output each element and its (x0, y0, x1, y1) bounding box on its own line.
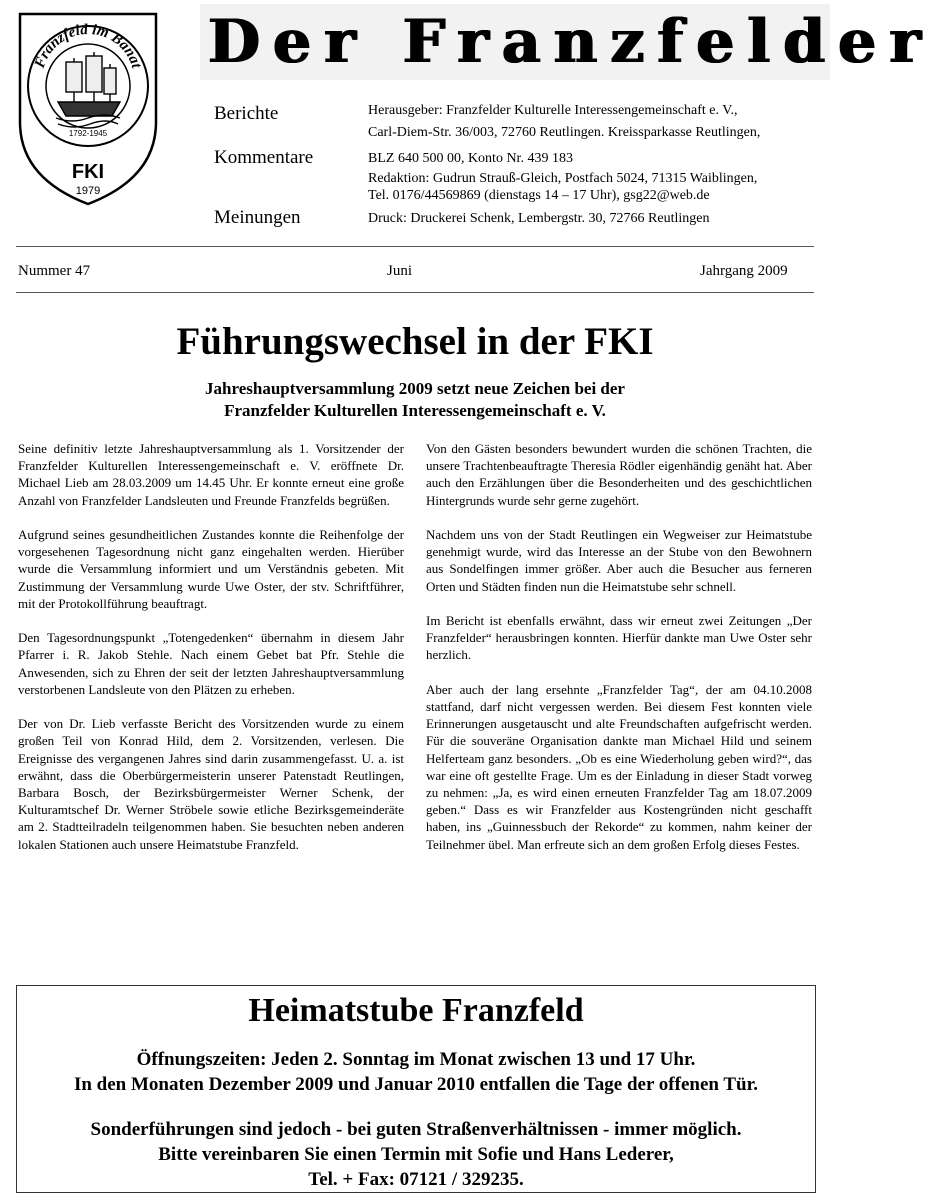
notice-title: Heimatstube Franzfeld (248, 992, 584, 1029)
editor-line: Tel. 0176/44569869 (dienstags 14 – 17 Uhr), gsg22@web.de (368, 188, 710, 203)
phone-line: Tel. + Fax: 07121 / 329235. (308, 1169, 524, 1190)
paragraph: Aber auch der lang ersehnte „Franzfelder Tag“, der am 04.10.2008 stattfand, darf nicht vergessen werden. Bei diesem Fest konnten viele Erinnerungen ausgetauscht und alte Freundschaften aufgefrischt werden. Für die souveräne Organisation dankte man Michael Hild und seinem Helferteam ganz besonders. „Ob es eine Wiederholung geben wird?“, das war eine oft gestellte Frage. Um es der Einladung in dieser Stadt vorweg zu nehmen: „Ja, es wird einen erneuten Franzfelder Tag am 18.07.2009 geben.“ Dass es wir Franzfelder aus Kostengründen nicht geschafft haben, ins „Guinnessbuch der Rekorde“ zu kommen, nahm keiner der Teilnehmer übel. Man erfreute sich an dem großen Erfolg dieses Festes. (426, 681, 812, 852)
paragraph: Den Tagesordnungspunkt „Totengedenken“ übernahm in diesem Jahr Pfarrer i. R. Jakob Stehle. Nach einem Gebet bat Pfr. Stehle die Anwesenden, sich zu Ehren der seit der letzten Jahreshauptversammlung verstorbenen Landsleute von den Plätzen zu erheben. (18, 630, 404, 697)
section-label-kommentare: Kommentare (214, 147, 314, 168)
paragraph: Seine definitiv letzte Jahreshauptversammlung als 1. Vorsitzender der Franzfelder Kulturellen Interessengemeinschaft e. V. eröffnete Dr. Michael Lieb am 28.03.2009 um 14.45 Uhr. Er konnte erneut eine große Anzahl von Franzfelder Landsleuten und Freunde Franzfelds begrüßen. (18, 441, 404, 508)
logo-ring-text: Franzfeld im Banat (31, 21, 145, 71)
newspaper-title: Der Franzfelder (208, 7, 934, 77)
closure-line: In den Monaten Dezember 2009 und Januar 2010 entfallen die Tage der offenen Tür. (73, 1074, 759, 1095)
publisher-line: BLZ 640 500 00, Konto Nr. 439 183 (368, 151, 573, 166)
divider (16, 246, 814, 247)
section-label-berichte: Berichte (214, 103, 279, 124)
editor-line: Redaktion: Gudrun Strauß-Gleich, Postfach 5024, 71315 Waiblingen, (368, 171, 758, 186)
paragraph: Der von Dr. Lieb verfasste Bericht des Vorsitzenden wurde zu einem großen Teil von Konrad Hild, dem 2. Vorsitzenden, verlesen. Die Ereignisse des vergangenen Jahres sind darin zusammengefasst. U. a. ist erwähnt, dass die Oberbürgermeisterin unserer Patenstadt Reutlingen, Barbara Bosch, der Bezirksbürgermeister Werner Schenk, der Kulturamtschef Dr. Werner Ströbele sowie etliche Bezirksgemeinderäte am 2. Stadtteilradeln teilgenommen haben. Sie besuchten neben anderen lokalen Stationen auch unsere Heimatstube Franzfeld. (18, 716, 404, 852)
article-column-left (18, 440, 404, 870)
opening-hours-line: Öffnungszeiten: Jeden 2. Sonntag im Monat zwischen 13 und 17 Uhr. (136, 1049, 696, 1070)
paragraph: Im Bericht ist ebenfalls erwähnt, dass wir erneut zwei Zeitungen „Der Franzfelder“ herausbringen konnten. Hierfür dankte man Uwe Oster sehr herzlich. (426, 613, 812, 663)
divider (16, 292, 814, 293)
logo-years: 1792-1945 (68, 129, 108, 138)
publisher-line: Herausgeber: Franzfelder Kulturelle Interessengemeinschaft e. V., (368, 103, 738, 118)
issue-year: Jahrgang 2009 (700, 263, 788, 279)
article-subhead: Jahreshauptversammlung 2009 setzt neue Zeichen bei der (205, 379, 625, 398)
fki-logo (16, 10, 160, 206)
section-label-meinungen: Meinungen (214, 207, 301, 228)
article-headline: Führungswechsel in der FKI (176, 320, 654, 363)
paragraph: Nachdem uns von der Stadt Reutlingen ein Wegweiser zur Heimatstube genehmigt wurde, wird das Interesse an der Stube von den Bewohnern aus Sondelfingen immer größer. Aber auch die Besucher aus ferneren Orten und Städten finden nun die Heimatstube sehr schnell. (426, 527, 812, 594)
logo-abbr: FKI (71, 161, 105, 183)
printer-line: Druck: Druckerei Schenk, Lembergstr. 30, 72766 Reutlingen (368, 211, 710, 226)
appointment-line: Bitte vereinbaren Sie einen Termin mit Sofie und Hans Lederer, (158, 1144, 674, 1165)
logo-founded: 1979 (75, 185, 101, 197)
article-subhead: Franzfelder Kulturellen Interessengemeinschaft e. V. (224, 401, 606, 420)
issue-number: Nummer 47 (18, 263, 91, 279)
paragraph: Aufgrund seines gesundheitlichen Zustandes konnte die Reihenfolge der vorgesehenen Tagesordnung nicht ganz eingehalten werden. Hierüber wurde die Versammlung informiert und um Verständnis gebeten. Mit Zustimmung der Versammlung wurde Uwe Oster, der stv. Schriftführer, mit der Protokollführung beauftragt. (18, 527, 404, 611)
paragraph: Von den Gästen besonders bewundert wurden die schönen Trachten, die unsere Trachtenbeauftragte Theresia Rödler eigenhändig genäht hat. Aber auch den Erzählungen über die Besonderheiten und des geschichtlichen Hintergrunds wurde sehr gerne zugehört. (426, 441, 812, 508)
publisher-line: Carl-Diem-Str. 36/003, 72760 Reutlingen. Kreissparkasse Reutlingen, (368, 125, 761, 140)
article-column-right (426, 440, 812, 870)
tour-line: Sonderführungen sind jedoch - bei guten Straßenverhältnissen - immer möglich. (90, 1119, 742, 1140)
issue-month: Juni (387, 263, 413, 279)
